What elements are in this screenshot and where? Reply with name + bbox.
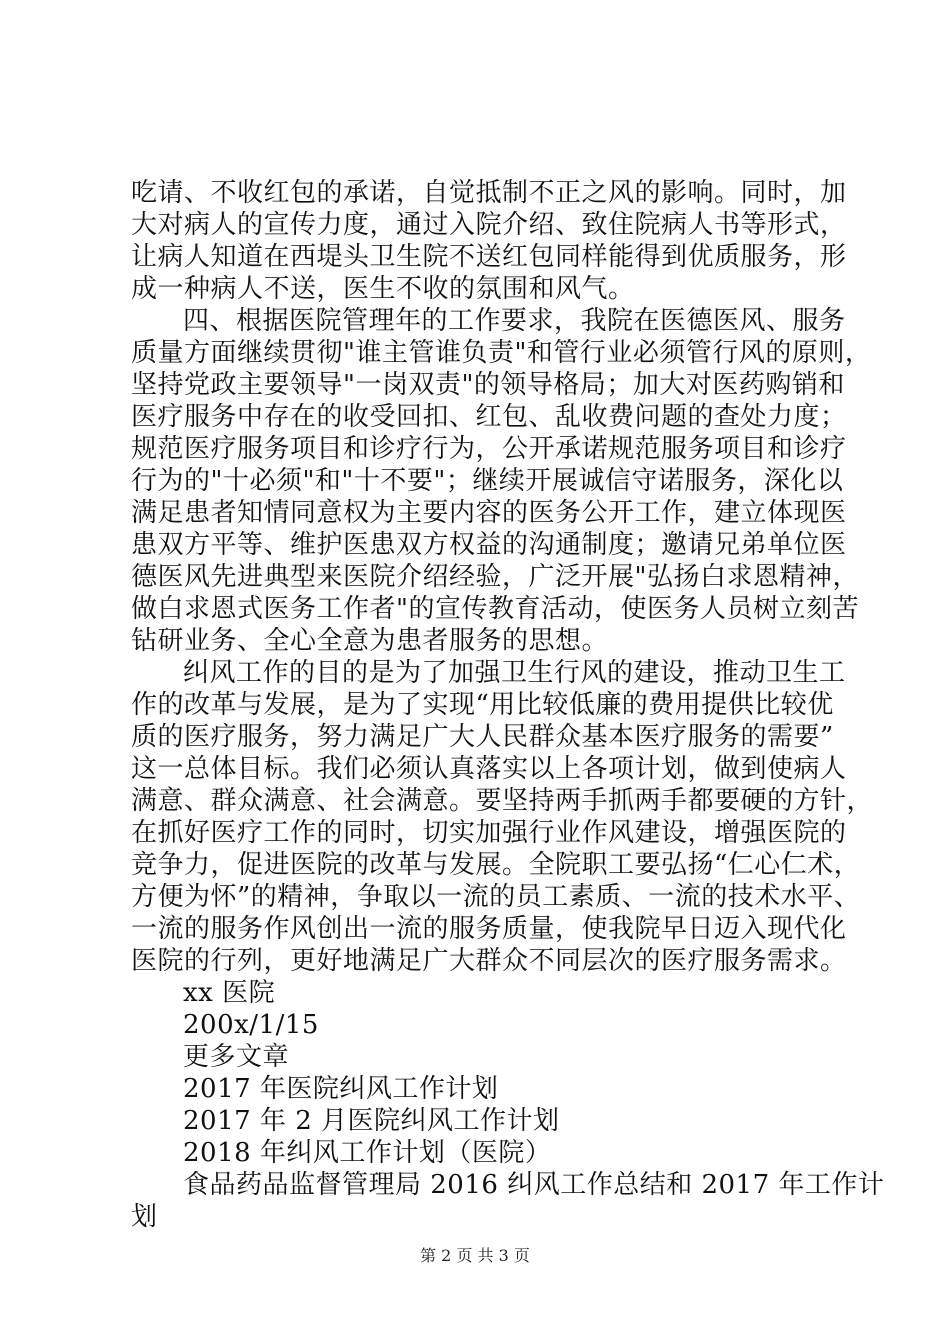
body-line: 一流的服务作风创出一流的服务质量，使我院早日迈入现代化: [131, 914, 847, 944]
body-line: 竞争力，促进医院的改革与发展。全院职工要弘扬“仁心仁术，: [131, 850, 861, 880]
body-line: 质量方面继续贯彻"谁主管谁负责"和管行业必须管行风的原则，: [131, 338, 872, 368]
more-articles-heading: 更多文章: [183, 1042, 290, 1072]
body-line: 吃请、不收红包的承诺，自觉抵制不正之风的影响。同时，加: [131, 178, 847, 208]
article-link[interactable]: 食品药品监督管理局 2016 纠风工作总结和 2017 年工作计: [183, 1170, 885, 1200]
signature-org: xx 医院: [183, 978, 276, 1008]
body-line: 大对病人的宣传力度，通过入院介绍、致住院病人书等形式，: [131, 210, 847, 240]
body-line: 满意、群众满意、社会满意。要坚持两手抓两手都要硬的方针，: [131, 786, 874, 816]
article-link[interactable]: 2018 年纠风工作计划（医院）: [183, 1138, 552, 1168]
page-number-footer: 第 2 页 共 3 页: [420, 1246, 530, 1265]
body-line: 成一种病人不送，医生不收的氛围和风气。: [131, 274, 635, 304]
body-line: 钻研业务、全心全意为患者服务的思想。: [131, 626, 609, 656]
body-line: 医院的行列，更好地满足广大群众不同层次的医疗服务需求。: [131, 946, 847, 976]
article-link-continued[interactable]: 划: [131, 1202, 158, 1232]
body-line: 坚持党政主要领导"一岗双责"的领导格局；加大对医药购销和: [131, 370, 845, 400]
body-line: 方便为怀”的精神，争取以一流的员工素质、一流的技术水平、: [131, 882, 861, 912]
body-line: 行为的"十必须"和"十不要"；继续开展诚信守诺服务，深化以: [131, 466, 844, 496]
body-line: 规范医疗服务项目和诊疗行为，公开承诺规范服务项目和诊疗: [131, 434, 847, 464]
paragraph-start-line: 四、根据医院管理年的工作要求，我院在医德医风、服务: [183, 306, 846, 336]
body-line: 德医风先进典型来医院介绍经验，广泛开展"弘扬白求恩精神，: [131, 562, 859, 592]
body-line: 这一总体目标。我们必须认真落实以上各项计划，做到使病人: [131, 754, 847, 784]
body-line: 医疗服务中存在的收受回扣、红包、乱收费问题的查处力度；: [131, 402, 847, 432]
paragraph-start-line: 纠风工作的目的是为了加强卫生行风的建设，推动卫生工: [183, 658, 846, 688]
body-line: 患双方平等、维护医患双方权益的沟通制度；邀请兄弟单位医: [131, 530, 847, 560]
body-line: 质的医疗服务，努力满足广大人民群众基本医疗服务的需要”: [131, 722, 834, 752]
body-line: 在抓好医疗工作的同时，切实加强行业作风建设，增强医院的: [131, 818, 847, 848]
body-line: 让病人知道在西堤头卫生院不送红包同样能得到优质服务，形: [131, 242, 847, 272]
article-link[interactable]: 2017 年医院纠风工作计划: [183, 1074, 499, 1104]
article-link[interactable]: 2017 年 2 月医院纠风工作计划: [183, 1106, 560, 1136]
body-line: 作的改革与发展，是为了实现“用比较低廉的费用提供比较优: [131, 690, 834, 720]
body-line: 满足患者知情同意权为主要内容的医务公开工作，建立体现医: [131, 498, 847, 528]
body-line: 做白求恩式医务工作者"的宣传教育活动，使医务人员树立刻苦: [131, 594, 859, 624]
signature-date: 200x/1/15: [183, 1010, 319, 1040]
